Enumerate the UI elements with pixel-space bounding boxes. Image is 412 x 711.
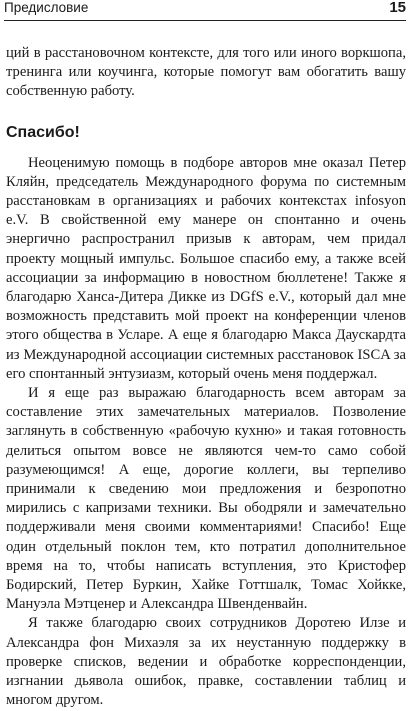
running-title: Предисловие xyxy=(4,0,89,15)
acknowledgement-paragraph-1: Неоценимую помощь в подборе авторов мне оказал Петер Кляйн, председатель Международного форума по системным расстановкам в организациях и рабочих контекстах infosyon e.V. В свойственной ему манере он спонтанно и очень энергично распространил призыв к авторам, чем придал проекту мощный импульс. Большое спасибо ему, а также всей ассоциации за информацию в новостном бюллетене! Также я благодарю Ханса-Дитера Дикке из DGfS e.V., который дал мне возможность представить мой проект на конференции членов этого общества в Усларе. А еще я благодарю Макса Даускардта из Международной ассоциации системных расстановок ISCA за его спонтанный энтузиазм, который очень меня поддержал. xyxy=(6,154,406,382)
acknowledgement-paragraph-3: Я также благодарю своих сотрудников Доротею Илзе и Александра фон Михаэля за их неустанную поддержку в проверке списков, ведении и обработке корреспонденции, изгнании дьявола ошибок, правке, составлении таблиц и многом другом. xyxy=(6,615,406,709)
running-header xyxy=(4,0,406,21)
acknowledgement-paragraph-2: И я еще раз выражаю благодарность всем авторам за составление этих замечательных материалов. Позволение заглянуть в собственную «рабочую кухню» и такая готовность делиться опытом вовсе не являются чем-то само собой разумеющимся! А еще, дорогие коллеги, вы терпеливо принимали к сведению мои предложения и безропотно мирились с капризами техники. Вы ободряли и замечательно поддерживали меня своими комментариями! Спасибо! Еще один отдельный поклон тем, кто потратил дополнительное время на то, чтобы написать вступления, это Кристофер Бодирский, Петер Буркин, Хайке Готтшалк, Томас Хойкке, Мануэла Мэтценер и Александра Швенденвайн. xyxy=(6,385,406,613)
page-body xyxy=(6,44,406,711)
intro-paragraph: ций в расстановочном контексте, для того или иного воркшопа, тренинга или коучинга, которые помогут вам обогатить вашу собственную работу. xyxy=(6,45,406,100)
page-number: 15 xyxy=(389,0,406,16)
section-heading: Спасибо! xyxy=(6,123,80,141)
